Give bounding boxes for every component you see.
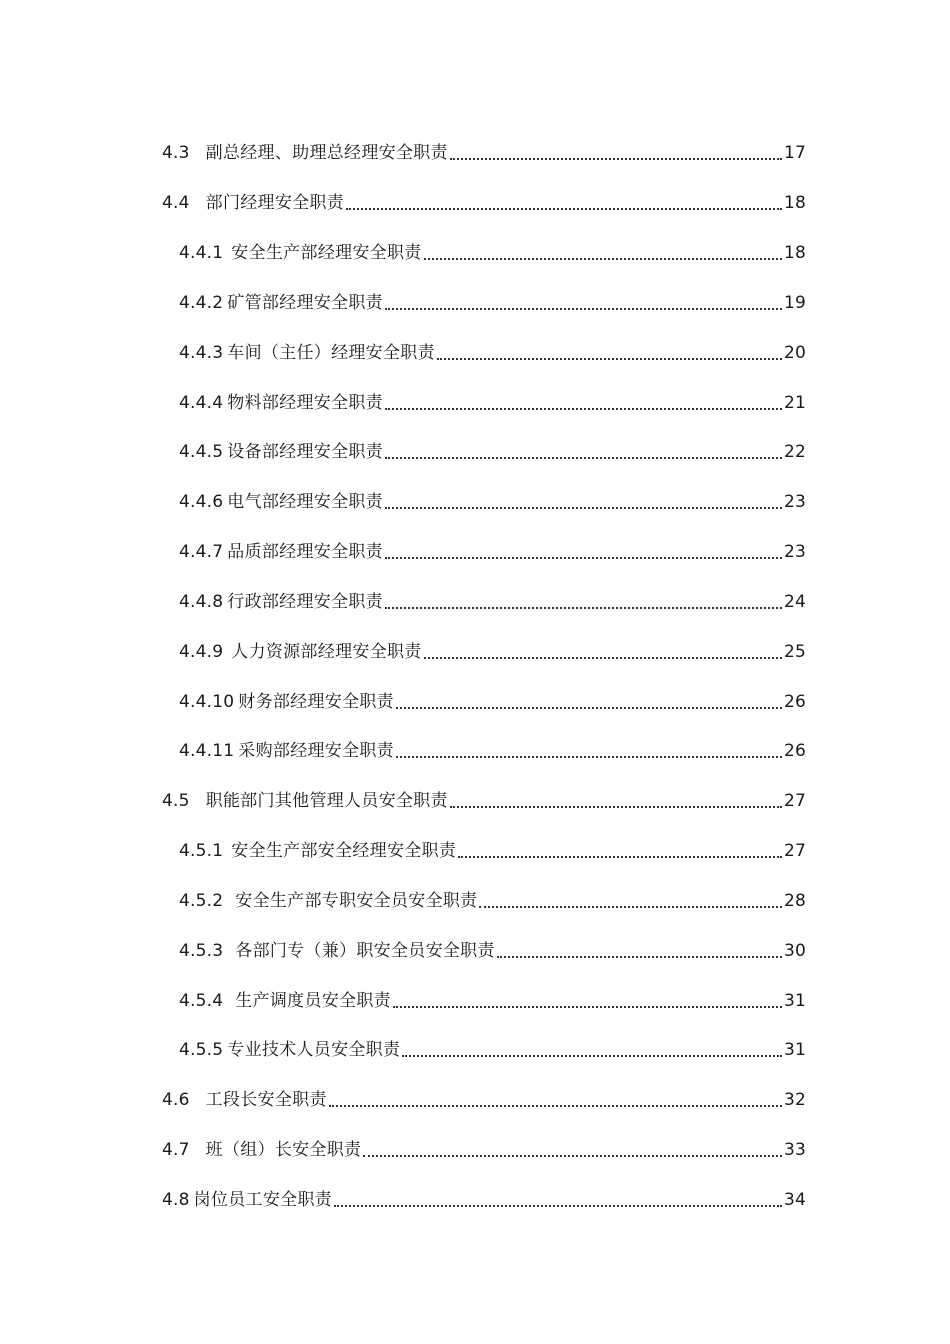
toc-entry-page: 18 [783,243,806,263]
toc-dot-leader [450,806,782,808]
toc-entry-number: 4.3 [162,143,190,163]
toc-entry-title: 各部门专（兼）职安全员安全职责 [235,941,495,961]
toc-entry-4-5-2[interactable] [179,882,806,912]
toc-entry-page: 34 [783,1190,806,1210]
toc-entry-title: 采购部经理安全职责 [238,741,394,761]
toc-entry-4-5-5[interactable] [179,1031,806,1061]
toc-entry-number: 4.7 [162,1140,190,1160]
toc-entry-page: 23 [783,542,806,562]
toc-entry-title: 安全生产部安全经理安全职责 [231,841,457,861]
toc-entry-number: 4.4.6 [179,492,224,512]
toc-entry-title: 设备部经理安全职责 [227,442,383,462]
toc-entry-page: 23 [783,492,806,512]
toc-entry-4-4-10[interactable] [179,683,806,713]
toc-entry-title: 职能部门其他管理人员安全职责 [205,791,448,811]
toc-entry-4-4-11[interactable] [179,732,806,762]
toc-entry-page: 27 [783,791,806,811]
toc-entry-page: 32 [783,1090,806,1110]
toc-entry-number: 4.4.4 [179,393,224,413]
toc-entry-page: 22 [783,442,806,462]
toc-entry-4-5-1[interactable] [179,832,806,862]
toc-entry-number: 4.4.10 [179,692,235,712]
toc-dot-leader [424,657,782,659]
toc-entry-page: 30 [783,941,806,961]
toc-entry-title: 行政部经理安全职责 [227,592,383,612]
toc-entry-title: 部门经理安全职责 [205,193,345,213]
toc-entry-number: 4.4.9 [179,642,224,662]
toc-entry-number: 4.4.5 [179,442,224,462]
toc-entry-4-4-3[interactable] [179,334,806,364]
toc-entry-4-4[interactable] [162,184,806,214]
toc-entry-4-4-4[interactable] [179,384,806,414]
toc-dot-leader [396,707,782,709]
toc-entry-title: 物料部经理安全职责 [227,393,383,413]
toc-entry-title: 生产调度员安全职责 [235,991,391,1011]
toc-entry-number: 4.4.1 [179,243,224,263]
toc-entry-title: 安全生产部经理安全职责 [231,243,422,263]
toc-dot-leader [424,258,782,260]
toc-entry-4-4-6[interactable] [179,483,806,513]
toc-entry-number: 4.5.5 [179,1040,224,1060]
toc-entry-title: 安全生产部专职安全员安全职责 [235,891,478,911]
toc-dot-leader [329,1105,782,1107]
toc-dot-leader [497,956,782,958]
toc-dot-leader [450,158,782,160]
toc-dot-leader [385,408,782,410]
toc-entry-title: 车间（主任）经理安全职责 [227,343,435,363]
toc-entry-4-5-3[interactable] [179,932,806,962]
toc-entry-title: 品质部经理安全职责 [227,542,383,562]
toc-entry-number: 4.5.1 [179,841,224,861]
toc-dot-leader [385,457,782,459]
toc-entry-page: 33 [783,1140,806,1160]
toc-entry-number: 4.5.3 [179,941,224,961]
toc-entry-4-4-8[interactable] [179,583,806,613]
toc-dot-leader [479,906,781,908]
toc-entry-4-8[interactable] [162,1181,806,1211]
toc-entry-4-6[interactable] [162,1081,806,1111]
toc-dot-leader [334,1205,782,1207]
toc-entry-number: 4.6 [162,1090,190,1110]
toc-entry-number: 4.4.8 [179,592,224,612]
toc-entry-title: 矿管部经理安全职责 [227,293,383,313]
toc-entry-title: 岗位员工安全职责 [193,1190,333,1210]
toc-entry-number: 4.4.7 [179,542,224,562]
toc-entry-page: 17 [783,143,806,163]
toc-entry-page: 26 [783,741,806,761]
toc-entry-number: 4.5.4 [179,991,224,1011]
toc-entry-number: 4.4.11 [179,741,235,761]
toc-dot-leader [363,1155,782,1157]
toc-entry-title: 财务部经理安全职责 [238,692,394,712]
toc-dot-leader [385,308,782,310]
toc-entry-4-4-5[interactable] [179,433,806,463]
toc-entry-4-4-9[interactable] [179,633,806,663]
toc-entry-4-5[interactable] [162,782,806,812]
toc-entry-page: 31 [783,1040,806,1060]
toc-entry-page: 26 [783,692,806,712]
toc-dot-leader [385,507,782,509]
toc-entry-page: 27 [783,841,806,861]
toc-dot-leader [437,358,782,360]
toc-entry-title: 班（组）长安全职责 [205,1140,362,1160]
toc-entry-title: 专业技术人员安全职责 [227,1040,401,1060]
toc-entry-number: 4.5.2 [179,891,224,911]
toc-entry-number: 4.8 [162,1190,190,1210]
toc-entry-page: 28 [783,891,806,911]
toc-entry-4-4-2[interactable] [179,284,806,314]
toc-dot-leader [385,557,782,559]
toc-entry-title: 人力资源部经理安全职责 [231,642,422,662]
toc-dot-leader [402,1055,782,1057]
toc-entry-page: 21 [783,393,806,413]
toc-entry-4-4-1[interactable] [179,234,806,264]
toc-dot-leader [458,856,782,858]
toc-entry-title: 电气部经理安全职责 [227,492,383,512]
toc-entry-page: 18 [783,193,806,213]
toc-entry-4-5-4[interactable] [179,982,806,1012]
toc-entry-page: 19 [783,293,806,313]
toc-entry-page: 25 [783,642,806,662]
toc-entry-4-3[interactable] [162,134,806,164]
toc-entry-page: 20 [783,343,806,363]
toc-entry-number: 4.4.2 [179,293,224,313]
toc-dot-leader [396,756,782,758]
toc-entry-title: 副总经理、助理总经理安全职责 [205,143,448,163]
toc-entry-page: 24 [783,592,806,612]
toc-entry-4-7[interactable] [162,1131,806,1161]
toc-dot-leader [393,1006,782,1008]
toc-entry-page: 31 [783,991,806,1011]
toc-dot-leader [385,607,782,609]
toc-entry-number: 4.5 [162,791,190,811]
toc-entry-4-4-7[interactable] [179,533,806,563]
toc-dot-leader [346,208,782,210]
toc-entry-number: 4.4.3 [179,343,224,363]
toc-entry-title: 工段长安全职责 [205,1090,327,1110]
toc-entry-number: 4.4 [162,193,190,213]
